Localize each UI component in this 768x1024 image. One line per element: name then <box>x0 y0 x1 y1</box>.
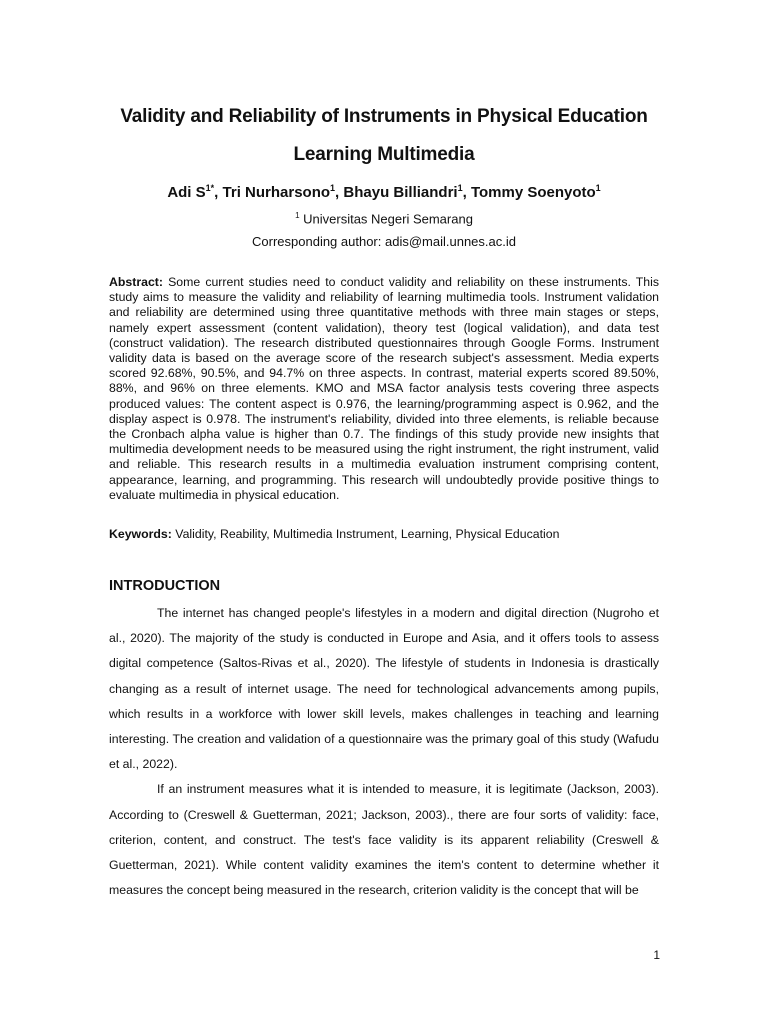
affiliation-text: Universitas Negeri Semarang <box>303 211 473 227</box>
section-heading: INTRODUCTION <box>109 578 221 594</box>
author-affiliation-mark: 1* <box>205 183 215 193</box>
title-line-2: Learning Multimedia <box>293 144 475 165</box>
author-affiliation-mark: 1 <box>595 183 601 193</box>
title-line-1: Validity and Reliability of Instruments in Physical Education <box>120 106 648 127</box>
author-affiliation-mark: 1 <box>330 183 336 193</box>
author-list: Adi $S^{1*}$, Tri Nurharsono$^1$, Bhayu Billiandri$^1$, Tommy Soenyoto$^1$ <box>167 183 601 201</box>
author-affiliation-mark: 1 <box>457 183 463 193</box>
affiliation <box>60 207 708 228</box>
keywords <box>109 527 669 542</box>
abstract-label: Abstract: <box>109 275 163 289</box>
author-name: Tommy Soenyoto <box>470 184 596 201</box>
corresponding-author: Corresponding author: adis@mail.unnes.ac.id <box>252 234 516 249</box>
abstract-text: Some current studies need to conduct validity and reliability on these instruments. This study aims to measure the validity and reliability of learning multimedia tools. Instrument validation and reliability are determined using three quantitative methods with three main stages or steps, namely expert assessment (content validation), theory test (logical validation), and data test (construct validation). The research distributed questionnaires through Google Forms. Instrument validity data is based on the average score of the research subject's assessment. Media experts scored 92.68%, 90.5%, and 94.7% on three aspects. In contrast, material experts scored 89.50%, 88%, and 96% on three elements. KMO and MSA factor analysis tests covering three aspects produced values: The content aspect is 0.976, the learning/programming aspect is 0.962, and the display aspect is 0.978. The instrument's reliability, divided into three elements, is reliable because the Cronbach alpha value is higher than 0.7. The findings of this study provide new insights that multimedia development needs to be measured using the right instrument, the right instrument, valid and reliable. This research results in a multimedia evaluation instrument comprising content, appearance, learning, and programming. This research will undoubtedly provide positive things to evaluate multimedia in physical education. <box>109 275 660 502</box>
affiliation-mark: 1 <box>295 211 300 220</box>
body-paragraph: The internet has changed people's lifestyles in a modern and digital direction (Nugroho et al., 2020). The majority of the study is conducted in Europe and Asia, and it offers tools to assess digital competence (Saltos-Rivas et al., 2020). The lifestyle of students in Indonesia is drastically changing as a result of internet usage. The need for technological advancements among pupils, which results in a workforce with lower skill levels, makes challenges in teaching and learning interesting. The creation and validation of a questionnaire was the primary goal of this study (Wafudu et al., 2022). <box>109 606 659 772</box>
page-number: 1 <box>653 948 660 962</box>
author-name: Adi S <box>167 184 206 201</box>
body-paragraph: If an instrument measures what it is intended to measure, it is legitimate (Jackson, 2003). According to (Creswell & Guetterman, 2021; Jackson, 2003)., there are four sorts of validity: face, criterion, content, and construct. The test's face validity is its apparent reliability (Creswell & Guetterman, 2021). While content validity examines the item's content to determine whether it measures the concept being measured in the research, criterion validity is the concept that will be <box>109 782 659 898</box>
paper-title <box>60 98 708 174</box>
keywords-text: Validity, Reability, Multimedia Instrument, Learning, Physical Education <box>175 527 560 541</box>
author-name: Tri Nurharsono <box>222 184 331 201</box>
abstract <box>109 275 659 503</box>
keywords-label: Keywords: <box>109 527 172 541</box>
author-name: Bhayu Billiandri <box>343 184 458 201</box>
body-text <box>109 601 659 903</box>
